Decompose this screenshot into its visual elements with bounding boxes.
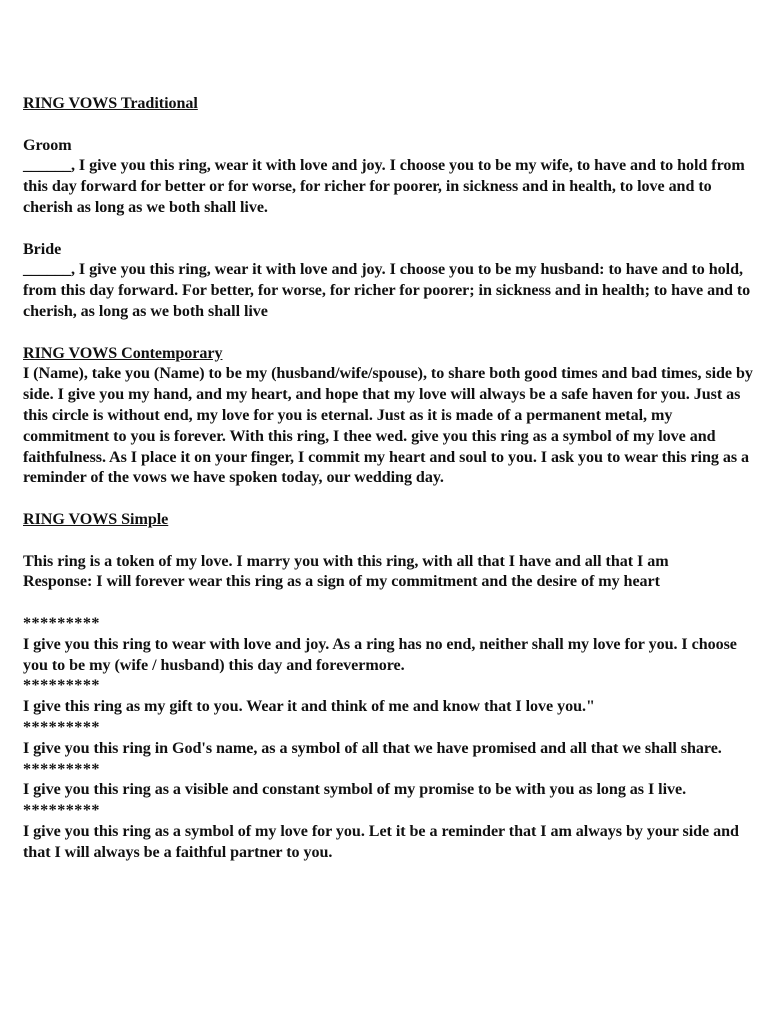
document-page [23, 94, 755, 863]
simple-vow-4: I give you this ring as a visible and constant symbol of my promise to be with you as long as I live. [23, 781, 687, 799]
spacer [23, 323, 755, 344]
bride-vow: ______, I give you this ring, wear it with love and joy. I choose you to be my husband: to have and to hold, from this day forward. For better, for worse, for richer for poorer; in sickness and in health; to have and to cherish, as long as we both shall live [23, 261, 751, 320]
contemporary-heading: RING VOWS Contemporary [23, 344, 223, 362]
separator: ********* [23, 760, 100, 778]
bride-label: Bride [23, 240, 62, 258]
simple-heading: RING VOWS Simple [23, 510, 169, 528]
separator: ********* [23, 718, 100, 736]
contemporary-vow: I (Name), take you (Name) to be my (husband/wife/spouse), to share both good times and bad times, side by side. I give you my hand, and my heart, and hope that my love will always be a safe haven for you. Just as this circle is without end, my love for you is eternal. Just as it is made of a permanent metal, my commitment to you is forever. With this ring, I thee wed. give you this ring as a symbol of my love and faithfulness. As I place it on your finger, I commit my heart and soul to you. I ask you to wear this ring as a reminder of the vows we have spoken today, our wedding day. [23, 365, 753, 487]
separator: ********* [23, 802, 100, 820]
spacer [23, 593, 755, 614]
groom-label: Groom [23, 136, 72, 154]
traditional-heading: RING VOWS Traditional [23, 95, 198, 112]
simple-vow-1: I give you this ring to wear with love and joy. As a ring has no end, neither shall my love for you. I choose you to be my (wife / husband) this day and forevermore. [23, 635, 737, 674]
simple-vow-line: This ring is a token of my love. I marry you with this ring, with all that I have and all that I am [23, 552, 669, 570]
simple-vow-5: I give you this ring as a symbol of my love for you. Let it be a reminder that I am always by your side and that I will always be a faithful partner to you. [23, 822, 739, 861]
spacer [23, 219, 755, 240]
simple-response-line: Response: I will forever wear this ring as a sign of my commitment and the desire of my heart [23, 573, 660, 591]
spacer [23, 489, 755, 510]
spacer [23, 531, 755, 552]
separator: ********* [23, 614, 100, 632]
groom-vow: ______, I give you this ring, wear it with love and joy. I choose you to be my wife, to have and to hold from this day forward for better or for worse, for richer for poorer, in sickness and in health, to love and to cherish as long as we both shall live. [23, 157, 745, 216]
simple-vow-2: I give this ring as my gift to you. Wear it and think of me and know that I love you." [23, 698, 595, 716]
spacer [23, 115, 755, 136]
simple-vow-3: I give you this ring in God's name, as a symbol of all that we have promised and all that we shall share. [23, 739, 722, 757]
separator: ********* [23, 677, 100, 695]
